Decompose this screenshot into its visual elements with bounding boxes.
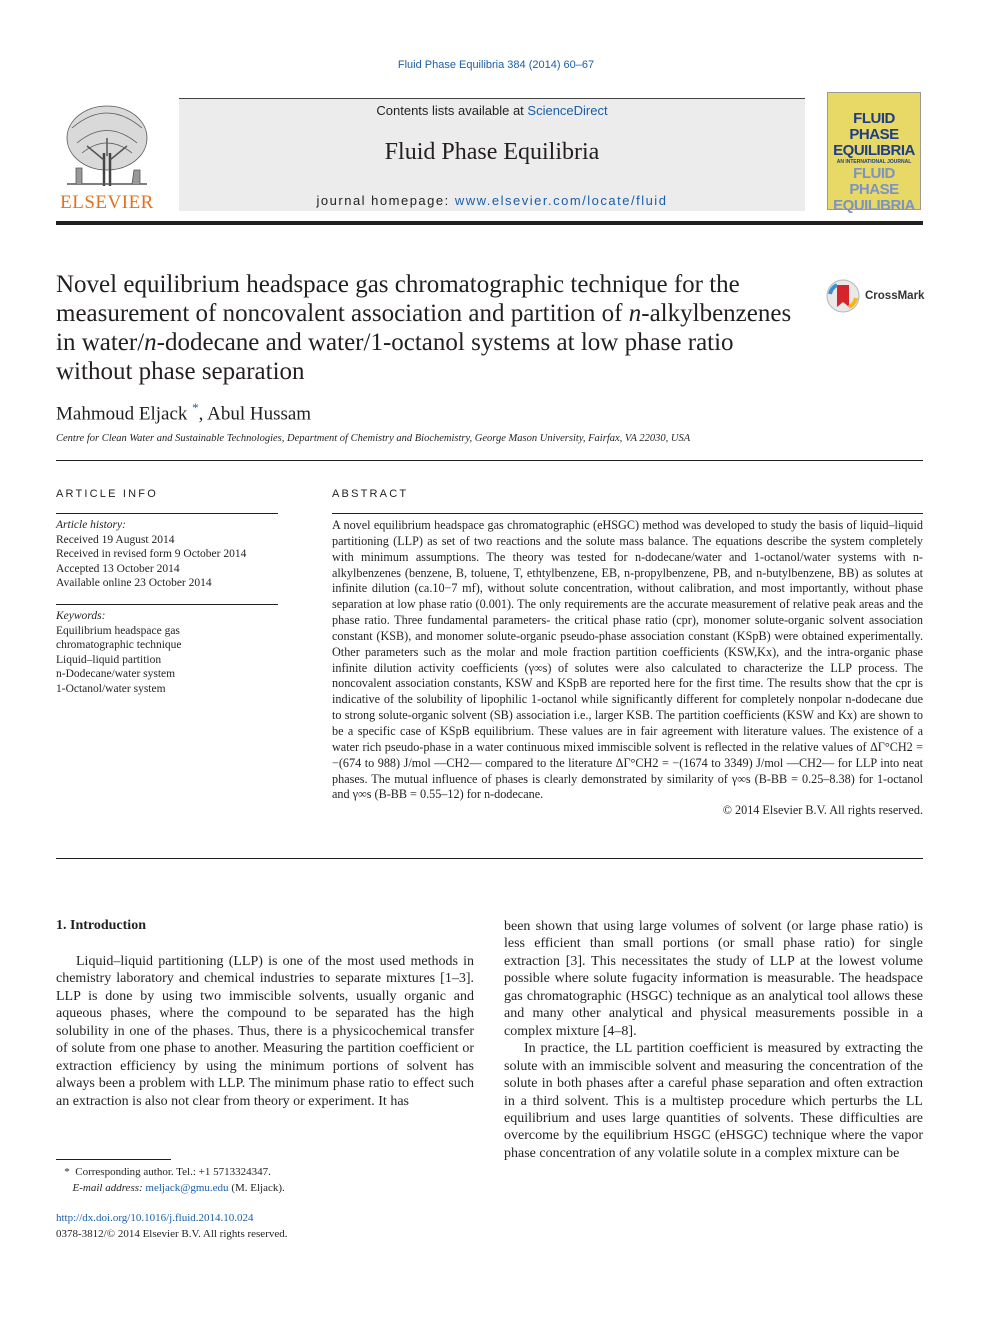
elsevier-logo xyxy=(52,98,162,216)
abstract-body: A novel equilibrium headspace gas chromatographic (eHSGC) method was developed to study the basis of liquid–liquid partitioning (LLP) as set of two reactions and the solute mass balance. The equations describe the system completely with minimum assumptions. The theory was tested for n-dodecane/water and 1-octanol/water systems with n-alkylbenzenes (benzene, B, toluene, T, ethtylbenzene, EB, n-propylbenzene, PB, and n-butylbenzene, BB) as solutes at infinite dilution (ca.10−7 mf), without solute concentration, without calibration, and most importantly, without phase separation at low phase ratio (0.001). The only requirements are the accurate measurement of relative peak areas and the phase ratio. Three fundamental parameters- the critical phase ratio (cpr), monomer solute-organic solvent association constant (KSB), and monomer solute-organic pseudo-phase association constant (KSpB) were obtained experimentally. Other parameters such as the molar and mole fraction partition coefficients (KSW,Kx), and the intra-organic phase infinite dilution activity coefficients (γ∞s) of solutes were also calculated to characterize the LLP process. The noncovalent association constants, KSW and KSpB are reported here for the first time. The results show that the cpr is indicative of the solubility of lipophilic 1-octanol while significantly different for completely nonpolar n-dodecane due to strong solute-organic solvent (SB) association i.e., larger KSB. The partition coefficients (KSW and Kx) are shown to be a specific case of KSpB equilibrium. These values are in fair agreement with literature values. The existence of a water rich pseudo-phase in a water continuous mixed immiscible solvent is reflected in the relative values of ΔΓ°CH2 = −(674 to 988) J/mol —CH2— compared to the literature ΔΓ°CH2 = −(1674 to 3349) J/mol —CH2— for LLP into neat phases. The mutual influence of phases is clearly demonstrated by similarity of γ∞s (B-BB = 0.25–8.38) for 1-octanol and γ∞s (B-BB = 0.55–12) for n-dodecane. xyxy=(332,518,923,802)
crossmark-icon xyxy=(825,278,861,314)
homepage-prefix: journal homepage: xyxy=(316,193,455,208)
affiliation: Centre for Clean Water and Sustainable Technologies, Department of Chemistry and Biochemistry, George Mason University, Fairfax, VA 22030, USA xyxy=(56,433,691,444)
keyword-item: Liquid–liquid partition xyxy=(56,653,162,666)
keyword-item: 1-Octanol/water system xyxy=(56,682,166,695)
keyword-item: chromatographic technique xyxy=(56,639,182,651)
keyword-item: n-Dodecane/water system xyxy=(56,668,176,680)
history-item: Available online 23 October 2014 xyxy=(56,577,212,589)
copyright: © 2014 Elsevier B.V. All rights reserved. xyxy=(722,803,923,818)
body-paragraph: In practice, the LL partition coefficient is measured by extracting the solute with an immiscible solvent and measuring the concentration of the solute in both phases after a careful phase separation and often extraction in a third solvent. This is a multistep procedure which perturbs the LL equilibrium and uses large quantities of solvents. These difficulties are overcome by the equilibrium HSGC (eHSGC) technique where the vapor phase concentration of any volatile solute in a complex mixture can be xyxy=(504,1041,923,1161)
abstract-divider xyxy=(56,858,923,859)
title-divider xyxy=(56,460,923,461)
article-info-rule xyxy=(56,513,278,514)
contents-line xyxy=(179,103,805,118)
history-item: Received 19 August 2014 xyxy=(56,533,175,546)
doi-block xyxy=(56,1210,288,1242)
history-label: Article history: xyxy=(56,519,126,531)
history-item: Received in revised form 9 October 2014 xyxy=(56,548,247,560)
left-column xyxy=(56,953,474,1110)
homepage-link[interactable]: www.elsevier.com/locate/fluid xyxy=(454,193,668,208)
author-1[interactable]: Mahmoud Eljack xyxy=(56,403,188,425)
history-item: Accepted 13 October 2014 xyxy=(56,562,180,575)
body-paragraph: been shown that using large volumes of solvent (or large phase ratio) is less efficient than small portions (or small phase ratio) for single extraction [3]. This necessitates the study of LLP at the lowest volume possible where solute fugacity information is measurable. The headspace gas chromatographic (HSGC) technique as an analytical tool allows these and many other analytical and physical measurements possible in a complex mixture [4–8]. xyxy=(504,919,923,1039)
crossmark-label: CrossMark xyxy=(865,290,925,302)
article-title: Novel equilibrium headspace gas chromatographic technique for the measurement of noncovalent association and partition of n-alkylbenzenes in water/n-dodecane and water/1-octanol systems at low phase ratio without phase separation xyxy=(56,271,792,385)
cover-line-1: FLUID PHASE xyxy=(849,110,899,143)
abstract-label: ABSTRACT xyxy=(332,488,409,500)
authors: Mahmoud Eljack *, Abul Hussam xyxy=(56,400,312,425)
doi-link[interactable]: http://dx.doi.org/10.1016/j.fluid.2014.10.024 xyxy=(56,1212,254,1224)
cover-text xyxy=(828,111,920,214)
crossmark-badge[interactable] xyxy=(825,278,925,314)
footnote xyxy=(56,1164,285,1196)
abstract xyxy=(332,518,923,819)
contents-prefix: Contents lists available at xyxy=(376,103,528,118)
article-info-label: ARTICLE INFO xyxy=(56,488,158,500)
body-paragraph: Liquid–liquid partitioning (LLP) is one of the most used methods in chemistry laboratory and chemical industries to separate mixtures [1–3]. LLP is done by using two immiscible solvents, usually organic and aqueous phases, where the compound to be separated has the high solubility in one of the phases. Thus, there is a physicochemical transfer of solute from one phase to another. Measuring the partition coefficient or extraction efficiency by using the minimum portions of solvent has always been a problem with LLP. The minimum phase ratio to effect such an extraction is also not clear from theory or experiment. It has xyxy=(56,954,474,1109)
footnote-text: Corresponding author. Tel.: +1 5713324347. xyxy=(75,1166,271,1178)
keywords xyxy=(56,609,182,696)
keywords-rule xyxy=(56,604,278,605)
article-history xyxy=(56,518,246,591)
cover-tagline: AN INTERNATIONAL JOURNAL xyxy=(836,159,912,165)
homepage-line xyxy=(179,193,805,208)
journal-name: Fluid Phase Equilibria xyxy=(384,139,600,165)
publisher-name: ELSEVIER xyxy=(60,192,154,213)
journal-cover[interactable] xyxy=(827,92,921,214)
author-2[interactable]: Abul Hussam xyxy=(207,403,312,425)
keyword-item: Equilibrium headspace gas xyxy=(56,624,180,637)
footnote-rule xyxy=(56,1159,171,1160)
email-link[interactable]: meljack@gmu.edu xyxy=(145,1182,229,1194)
journal-reference[interactable]: Fluid Phase Equilibria 384 (2014) 60–67 xyxy=(397,59,595,71)
masthead xyxy=(179,98,805,211)
issn-line: 0378-3812/© 2014 Elsevier B.V. All rights reserved. xyxy=(56,1228,288,1240)
footnote-mark: * xyxy=(64,1166,70,1178)
corresponding-mark[interactable]: * xyxy=(192,400,199,415)
cover-line-2: EQUILIBRIA xyxy=(833,142,915,159)
abstract-rule xyxy=(332,513,923,514)
sciencedirect-link[interactable]: ScienceDirect xyxy=(527,103,608,118)
header-divider xyxy=(56,221,923,225)
email-suffix: (M. Eljack). xyxy=(228,1182,285,1194)
right-column xyxy=(504,918,923,1162)
section-heading: 1. Introduction xyxy=(56,918,146,933)
email-label: E-mail address: xyxy=(72,1182,146,1194)
cover-line-3: FLUID PHASE xyxy=(849,165,899,198)
keywords-label: Keywords: xyxy=(56,610,106,622)
cover-line-4: EQUILIBRIA xyxy=(833,197,915,214)
